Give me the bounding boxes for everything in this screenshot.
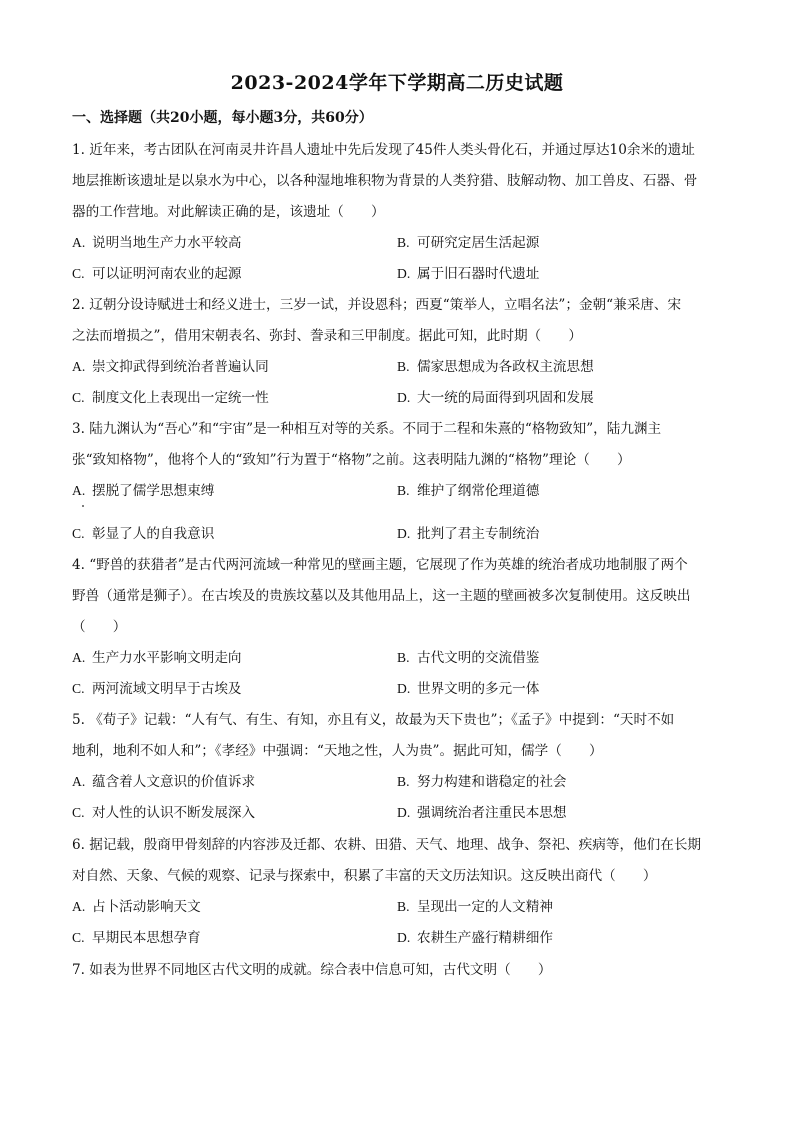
option-letter: C. <box>72 805 85 820</box>
option-letter: A. <box>72 359 86 374</box>
question-6-option-b[interactable] <box>397 897 553 917</box>
option-text: 世界文明的多元一体 <box>417 681 540 697</box>
option-letter: D. <box>397 526 411 541</box>
option-text: 说明当地生产力水平较高 <box>92 235 242 251</box>
option-letter: C. <box>72 930 85 945</box>
question-5-option-d[interactable] <box>397 803 567 823</box>
question-4-line-1: 4. “野兽的获猎者”是古代两河流域一种常见的壁画主题，它展现了作为英雄的统治者成功地制服了两个 <box>72 557 688 573</box>
option-text: 早期民本思想孕育 <box>92 930 201 946</box>
option-text: 生产力水平影响文明走向 <box>92 650 242 666</box>
question-5-line-1: 5. 《荀子》记载：“人有气、有生、有知，亦且有义，故最为天下贵也”；《孟子》中提到：“天时不如 <box>72 712 675 728</box>
question-1-option-b[interactable] <box>397 233 539 253</box>
question-6-line-1: 6. 据记载，殷商甲骨刻辞的内容涉及迁都、农耕、田猎、天气、地理、战争、祭祀、疾病等，他们在长期 <box>72 837 702 853</box>
question-7-line-1: 7. 如表为世界不同地区古代文明的成就。综合表中信息可知，古代文明（ ） <box>72 962 552 978</box>
option-text: 可以证明河南农业的起源 <box>92 266 242 282</box>
question-6-option-a[interactable] <box>72 897 201 917</box>
question-4-option-c[interactable] <box>72 679 242 699</box>
question-2-option-b[interactable] <box>397 357 594 377</box>
option-letter: D. <box>397 930 411 945</box>
option-letter: B. <box>397 899 410 914</box>
option-text: 两河流域文明早于古埃及 <box>92 681 242 697</box>
option-letter: A. <box>72 483 86 498</box>
question-4-line-2: 野兽（通常是狮子）。在古埃及的贵族坟墓以及其他用品上，这一主题的壁画被多次复制使用。这反映出 <box>72 588 691 604</box>
option-text: 维护了纲常伦理道德 <box>417 483 540 499</box>
question-3-option-d[interactable] <box>397 524 539 544</box>
question-3-option-a[interactable] <box>72 481 214 501</box>
option-letter: B. <box>397 359 410 374</box>
option-text: 努力构建和谐稳定的社会 <box>417 774 567 790</box>
option-text: 属于旧石器时代遗址 <box>417 266 540 282</box>
option-text: 占卜活动影响天文 <box>92 899 201 915</box>
option-letter: D. <box>397 266 411 281</box>
option-text: 摆脱了儒学思想束缚 <box>92 483 215 499</box>
option-text: 批判了君主专制统治 <box>417 526 540 542</box>
option-letter: D. <box>397 681 411 696</box>
question-2-option-c[interactable] <box>72 388 269 408</box>
option-text: 彰显了人的自我意识 <box>92 526 215 542</box>
option-letter: B. <box>397 774 410 789</box>
question-3-option-c[interactable] <box>72 524 214 544</box>
question-5-option-c[interactable] <box>72 803 255 823</box>
option-letter: D. <box>397 805 411 820</box>
question-2-line-1: 2. 辽朝分设诗赋进士和经义进士，三岁一试，并设恩科；西夏“策举人，立唱名法”；金朝“兼采唐、宋 <box>72 297 682 313</box>
option-text: 儒家思想成为各政权主流思想 <box>417 359 594 375</box>
question-1-option-d[interactable] <box>397 264 539 284</box>
option-letter: B. <box>397 235 410 250</box>
option-text: 可研究定居生活起源 <box>417 235 540 251</box>
question-4-option-a[interactable] <box>72 648 242 668</box>
question-2-line-2: 之法而增损之”，借用宋朝表名、弥封、誊录和三甲制度。据此可知，此时期（ ） <box>72 328 582 344</box>
question-1-line-2: 地层推断该遗址是以泉水为中心，以各种湿地堆积物为背景的人类狩猎、肢解动物、加工兽皮、石器、骨 <box>72 173 698 189</box>
section-heading: 一、选择题（共20小题，每小题3分，共60分） <box>72 110 373 126</box>
question-1-option-c[interactable] <box>72 264 242 284</box>
question-3-line-1: 3. 陆九渊认为“吾心”和“宇宙”是一种相互对等的关系。不同于二程和朱熹的“格物致知”，陆九渊主 <box>72 421 662 437</box>
question-2-option-d[interactable] <box>397 388 594 408</box>
option-text: 制度文化上表现出一定统一性 <box>92 390 269 406</box>
question-1-option-a[interactable] <box>72 233 242 253</box>
question-5-line-2: 地利，地利不如人和”；《孝经》中强调：“天地之性，人为贵”。据此可知，儒学（ ） <box>72 743 603 759</box>
option-text: 对人性的认识不断发展深入 <box>92 805 256 821</box>
question-6-option-d[interactable] <box>397 928 553 948</box>
question-1-line-3: 器的工作营地。对此解读正确的是，该遗址（ ） <box>72 204 385 220</box>
option-letter: C. <box>72 526 85 541</box>
option-text: 古代文明的交流借鉴 <box>417 650 540 666</box>
question-4-option-d[interactable] <box>397 679 539 699</box>
exam-title: 2023-2024学年下学期高二历史试题 <box>230 72 564 94</box>
option-letter: C. <box>72 390 85 405</box>
option-text: 崇文抑武得到统治者普遍认同 <box>92 359 269 375</box>
option-letter: D. <box>397 390 411 405</box>
question-3-option-b[interactable] <box>397 481 539 501</box>
option-letter: A. <box>72 235 86 250</box>
question-4-option-b[interactable] <box>397 648 539 668</box>
question-1-line-1: 1. 近年来，考古团队在河南灵井许昌人遗址中先后发现了45件人类头骨化石，并通过厚达10余米的遗址 <box>72 142 695 158</box>
option-letter: C. <box>72 681 85 696</box>
question-5-option-b[interactable] <box>397 772 567 792</box>
option-text: 蕴含着人文意识的价值诉求 <box>92 774 256 790</box>
option-text: 强调统治者注重民本思想 <box>417 805 567 821</box>
option-letter: C. <box>72 266 85 281</box>
option-letter: A. <box>72 774 86 789</box>
option-letter: B. <box>397 483 410 498</box>
option-letter: A. <box>72 650 86 665</box>
question-6-option-c[interactable] <box>72 928 201 948</box>
option-text: 大一统的局面得到巩固和发展 <box>417 390 594 406</box>
option-letter: A. <box>72 899 86 914</box>
question-5-option-a[interactable] <box>72 772 255 792</box>
option-letter: B. <box>397 650 410 665</box>
question-2-option-a[interactable] <box>72 357 269 377</box>
option-text: 农耕生产盛行精耕细作 <box>417 930 553 946</box>
option-text: 呈现出一定的人文精神 <box>417 899 553 915</box>
question-3-line-2: 张“致知格物”，他将个人的“致知”行为置于“格物”之前。这表明陆九渊的“格物”理论（ ） <box>72 452 631 468</box>
stray-dot <box>82 505 84 507</box>
question-4-line-3: （ ） <box>72 619 127 635</box>
question-6-line-2: 对自然、天象、气候的观察、记录与探索中，积累了丰富的天文历法知识。这反映出商代（ ） <box>72 868 657 884</box>
